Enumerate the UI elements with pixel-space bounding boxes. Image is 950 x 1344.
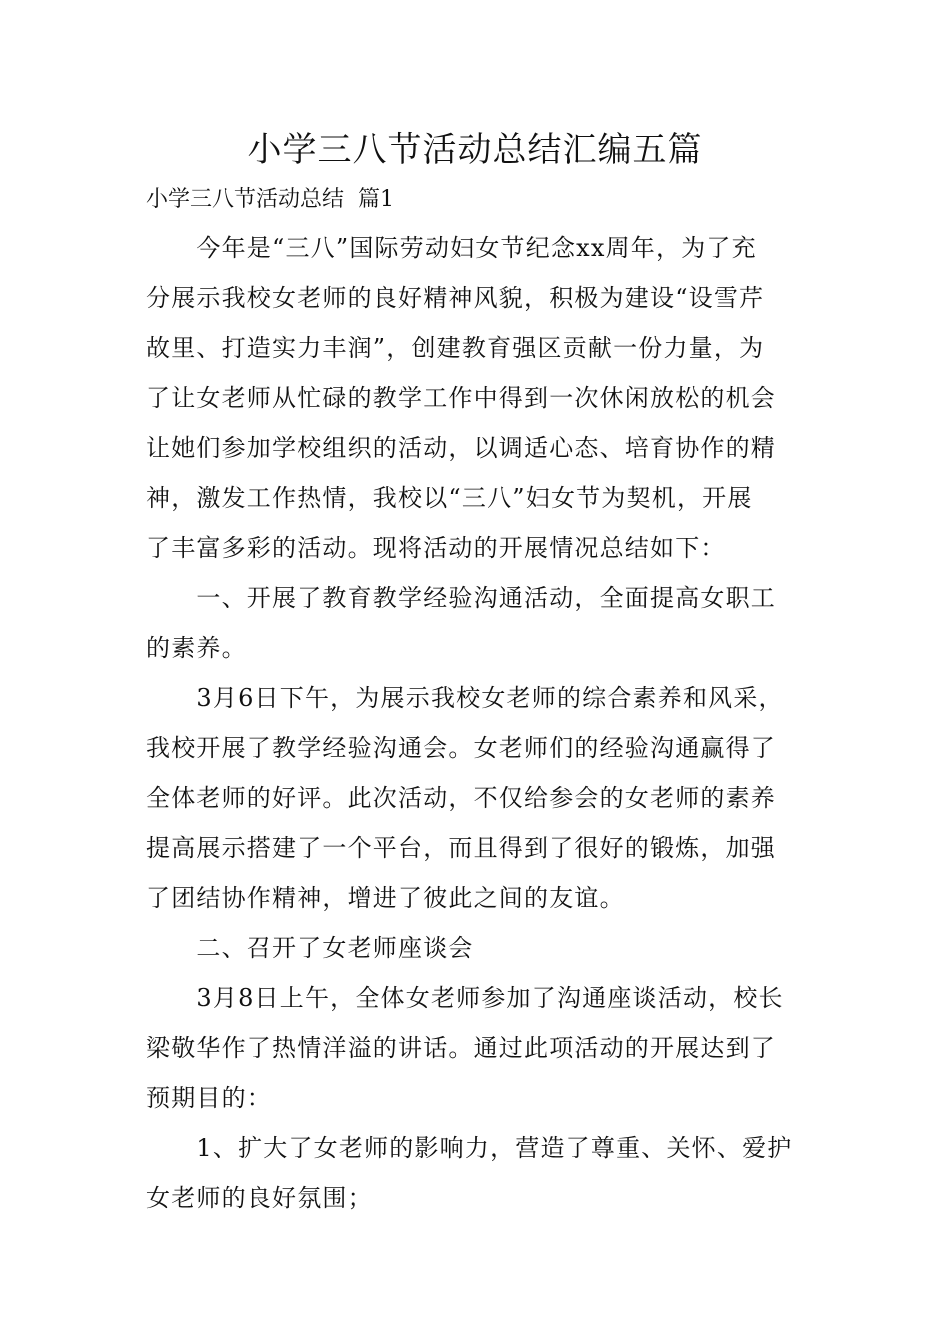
text-line: 一、开展了教育教学经验沟通活动，全面提高女职工 bbox=[146, 584, 776, 612]
text-line: 3月6日下午，为展示我校女老师的综合素养和风采， bbox=[146, 684, 784, 712]
text-line: 二、召开了女老师座谈会 bbox=[146, 934, 474, 962]
text-line: 提高展示搭建了一个平台，而且得到了很好的锻炼，加强 bbox=[146, 834, 776, 862]
document-title: 小学三八节活动总结汇编五篇 bbox=[247, 130, 703, 170]
text-line: 梁敬华作了热情洋溢的讲话。通过此项活动的开展达到了 bbox=[146, 1034, 776, 1062]
text-line: 今年是“三八”国际劳动妇女节纪念xx周年，为了充 bbox=[146, 234, 757, 262]
text-line: 女老师的良好氛围； bbox=[146, 1184, 373, 1212]
section-heading: 小学三八节活动总结 篇1 bbox=[146, 187, 394, 212]
text-line: 全体老师的好评。此次活动，不仅给参会的女老师的素养 bbox=[146, 784, 776, 812]
text-line: 分展示我校女老师的良好精神风貌，积极为建设“设雪芹 bbox=[146, 284, 765, 312]
text-line: 了让女老师从忙碌的教学工作中得到一次休闲放松的机会 bbox=[146, 384, 776, 412]
text-line: 预期目的： bbox=[146, 1084, 272, 1112]
text-line: 3月8日上午，全体女老师参加了沟通座谈活动，校长 bbox=[146, 984, 784, 1012]
text-line: 让她们参加学校组织的活动，以调适心态、培育协作的精 bbox=[146, 434, 776, 462]
text-line: 我校开展了教学经验沟通会。女老师们的经验沟通赢得了 bbox=[146, 734, 776, 762]
text-line: 1、扩大了女老师的影响力，营造了尊重、关怀、爱护 bbox=[146, 1134, 793, 1162]
text-line: 故里、打造实力丰润”，创建教育强区贡献一份力量，为 bbox=[146, 334, 765, 362]
text-line: 了丰富多彩的活动。现将活动的开展情况总结如下： bbox=[146, 534, 726, 562]
text-line: 神，激发工作热情，我校以“三八”妇女节为契机，开展 bbox=[146, 484, 753, 512]
text-line: 的素养。 bbox=[146, 634, 247, 662]
text-line: 了团结协作精神，增进了彼此之间的友谊。 bbox=[146, 884, 625, 912]
